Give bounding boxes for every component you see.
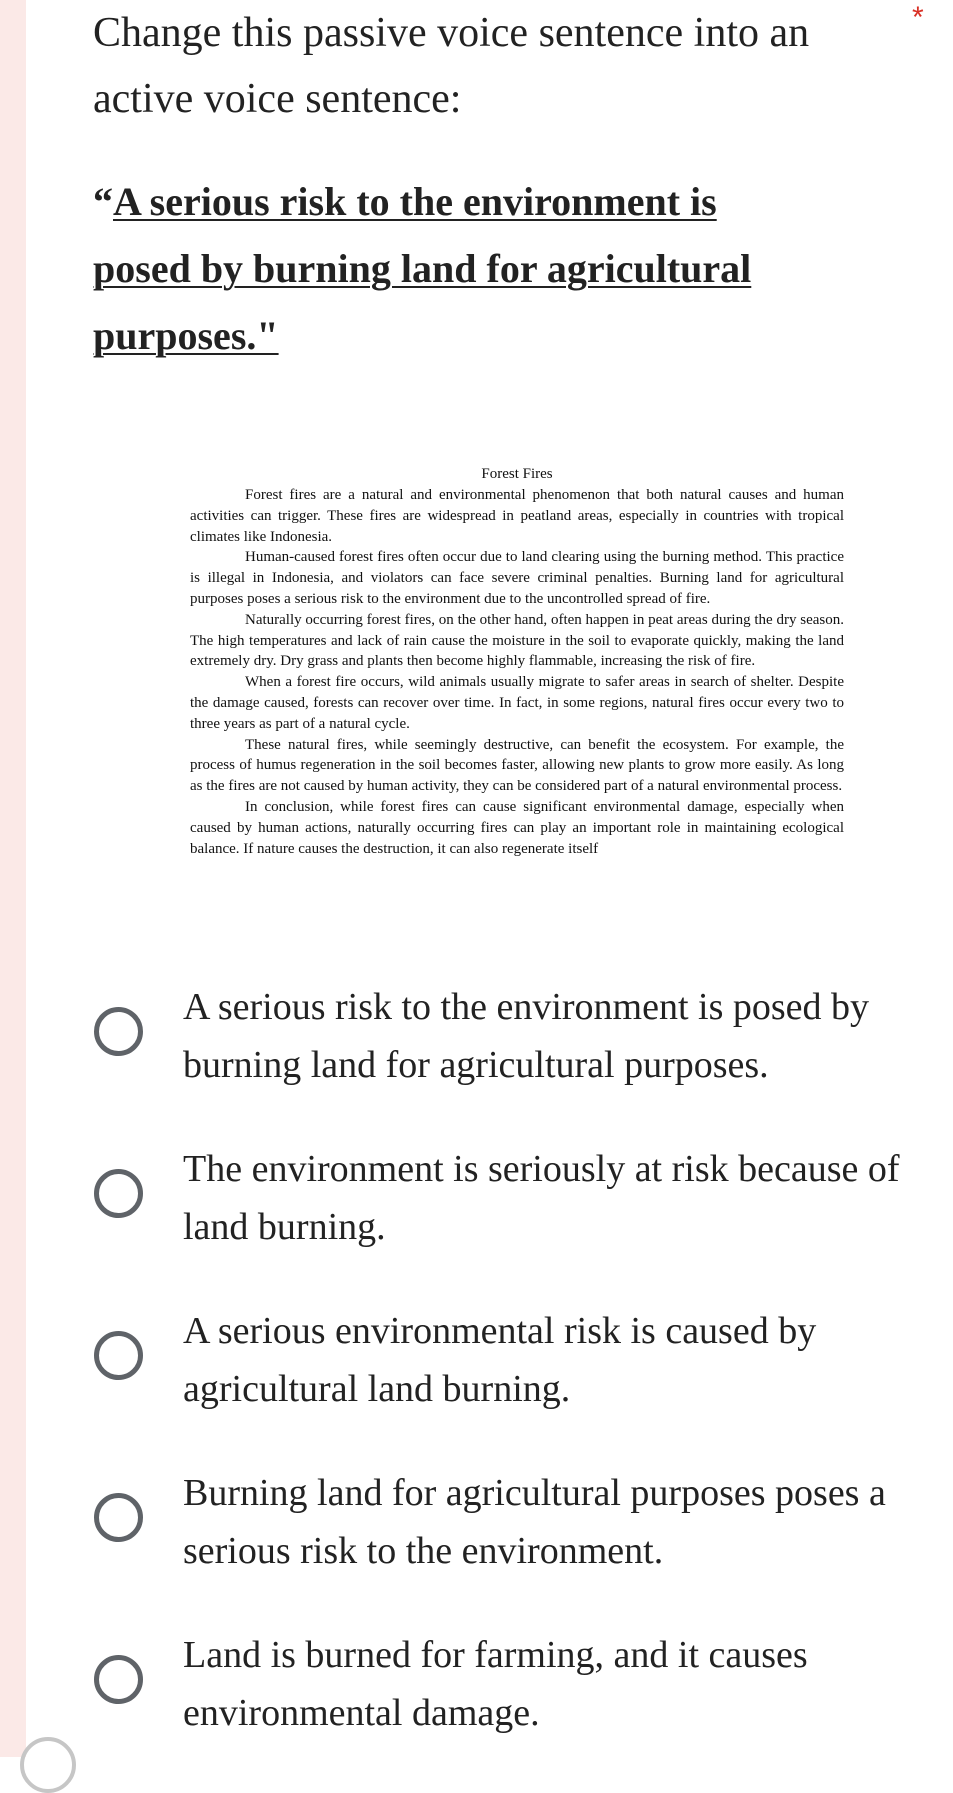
radio-button-5[interactable] [94,1655,143,1704]
passage-paragraph-3: Naturally occurring forest fires, on the other hand, often happen in peat areas during the dry season. The high temperatures and lack of rain cause the moisture in the soil to evaporate quickly, making the land extremely dry. Dry grass and plants then become highly flammable, increasing the risk of fire. [190,611,844,670]
option-5[interactable] [0,1626,953,1788]
option-4-label[interactable]: Burning land for agricultural purposes poses a serious risk to the environment. [183,1472,886,1572]
option-3-label[interactable]: A serious environmental risk is caused by agricultural land burning. [183,1310,817,1410]
question-title: Change this passive voice sentence into an active voice sentence: [93,10,810,122]
option-3[interactable] [0,1302,953,1464]
option-4[interactable] [0,1464,953,1626]
quote-open-mark: “ [93,179,113,224]
option-1[interactable] [0,978,953,1140]
radio-button-1[interactable] [94,1007,143,1056]
passage-paragraph-2: Human-caused forest fires often occur due to land clearing using the burning method. This practice is illegal in Indonesia, and violators can face severe criminal penalties. Burning land for agricultural purposes poses a serious risk to the environment due to the uncontrolled spread of fire. [190,549,844,607]
option-5-label[interactable]: Land is burned for farming, and it causes environmental damage. [183,1634,808,1734]
required-asterisk: * [912,1,924,34]
answer-options [0,978,953,1788]
passage-paragraph-6: In conclusion, while forest fires can cause significant environmental damage, especially when caused by human actions, naturally occurring fires can play an important role in maintaining ecological balance. If nature causes the destruction, it can also regenerate itself [190,798,844,857]
passage-title: Forest Fires [481,466,553,482]
reading-passage [190,464,844,859]
option-2[interactable] [0,1140,953,1302]
radio-button-4[interactable] [94,1493,143,1542]
passage-paragraph-4: When a forest fire occurs, wild animals usually migrate to safer areas in search of shelter. Despite the damage caused, forests can recover over time. In fact, in some regions, natural fires occur every two to three years as part of a natural cycle. [190,674,844,732]
quote-line-1: A serious risk to the environment is [113,179,717,224]
radio-button-3[interactable] [94,1331,143,1380]
passage-paragraph-1: Forest fires are a natural and environmental phenomenon that both natural causes and human activities can trigger. These fires are widespread in peatland areas, especially in countries with tropical climates like Indonesia. [190,487,844,545]
option-1-label[interactable]: A serious risk to the environment is posed by burning land for agricultural purposes. [183,986,870,1086]
partial-circle-icon [20,1737,76,1793]
radio-button-2[interactable] [94,1169,143,1218]
quoted-sentence [93,168,853,369]
quote-line-3: purposes." [93,313,279,358]
quote-line-2: posed by burning land for agricultural [93,246,752,291]
passage-paragraph-5: These natural fires, while seemingly destructive, can benefit the ecosystem. For example, the process of humus regeneration in the soil becomes faster, allowing new plants to grow more easily. As long as the fires are not caused by human activity, they can be considered part of a natural environmental process. [190,736,844,795]
option-2-label[interactable]: The environment is seriously at risk because of land burning. [183,1148,900,1248]
